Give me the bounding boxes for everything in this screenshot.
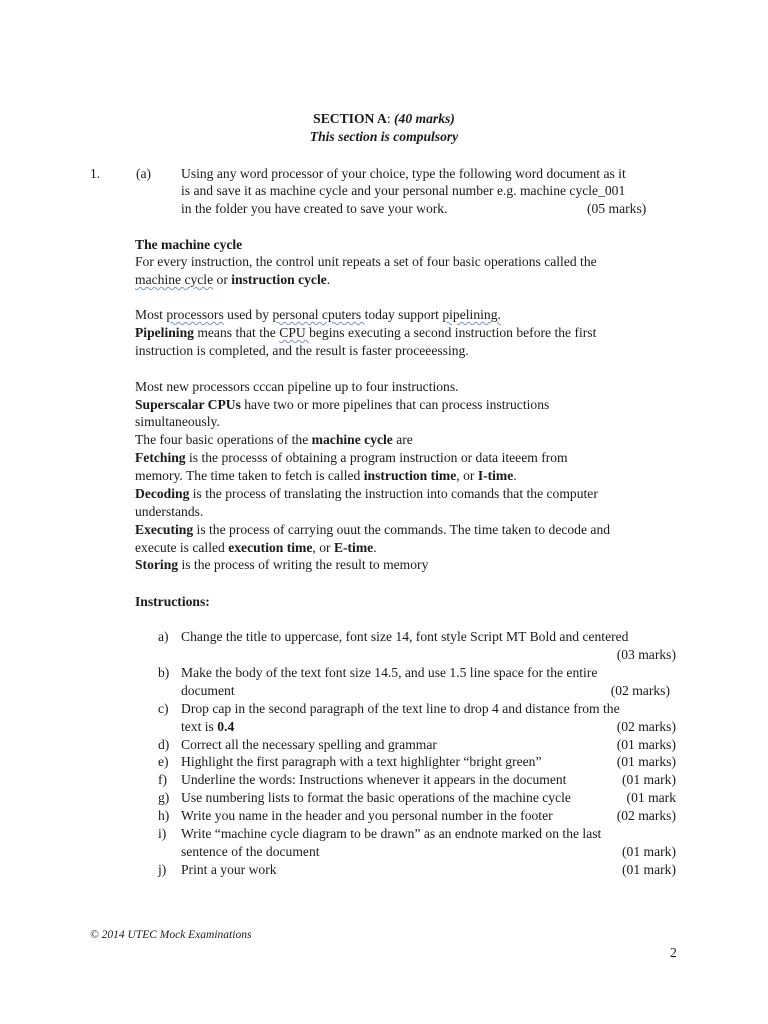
instruction-item — [0, 789, 680, 807]
instruction-bold: 0.4 — [217, 719, 235, 734]
doc-bold: instruction cycle — [231, 272, 327, 287]
doc-p9-line2 — [135, 539, 377, 557]
doc-p2 — [135, 306, 501, 324]
doc-text: Most — [135, 307, 167, 322]
section-note — [0, 128, 768, 146]
instruction-text: Write “machine cycle diagram to be drawn” as an endnote marked on the last — [181, 826, 602, 841]
doc-p7-line2 — [135, 467, 517, 485]
instruction-item-cont — [0, 843, 680, 861]
instruction-text: Underline the words: Instructions whenever it appears in the document — [181, 772, 567, 787]
doc-text: is the process of writing the result to memory — [178, 557, 429, 572]
instruction-text: Write you name in the header and you personal number in the footer — [181, 808, 553, 823]
doc-title-text: The machine cycle — [135, 237, 243, 252]
doc-p3-line2: instruction is completed, and the result is faster proceeessing. — [135, 343, 469, 358]
instruction-item — [0, 825, 680, 843]
doc-bold: I-time — [477, 468, 514, 483]
doc-text: have two or more pipelines that can process instructions — [240, 397, 550, 412]
question-part: (a) — [136, 166, 152, 181]
doc-text: , or — [312, 540, 334, 555]
question-line-2: is and save it as machine cycle and your personal number e.g. machine cycle_001 — [181, 183, 626, 198]
doc-bold: machine cycle — [311, 432, 393, 447]
doc-title — [135, 236, 242, 254]
section-note-text: This section is compulsory — [309, 129, 459, 144]
instruction-item — [0, 807, 680, 825]
doc-p4: Most new processors cccan pipeline up to four instructions. — [135, 379, 459, 394]
instruction-text: document — [181, 683, 235, 698]
doc-p5-line1 — [135, 396, 549, 414]
doc-bold: E-time — [333, 540, 374, 555]
instruction-item-cont — [0, 646, 680, 664]
instruction-label: h) — [158, 808, 170, 823]
instruction-text: sentence of the document — [181, 844, 320, 859]
instructions-heading — [135, 593, 210, 611]
doc-p3-line1 — [135, 324, 596, 342]
instruction-item — [0, 771, 680, 789]
instruction-text: text is — [181, 719, 218, 734]
doc-p9-line1 — [135, 521, 610, 539]
doc-p10 — [135, 556, 428, 574]
doc-p8-line1 — [135, 485, 598, 503]
doc-bold: Decoding — [135, 486, 190, 501]
question-number: 1. — [90, 166, 101, 181]
instruction-label: b) — [158, 665, 170, 680]
instruction-marks: (03 marks) — [616, 647, 676, 662]
instruction-label: f) — [158, 772, 168, 787]
instruction-marks: (02 marks) — [616, 719, 676, 734]
instruction-item — [0, 628, 680, 646]
page-number: 2 — [670, 945, 677, 960]
instruction-label: e) — [158, 754, 169, 769]
doc-text: . — [326, 272, 331, 287]
instruction-label: c) — [158, 701, 169, 716]
instruction-label: g) — [158, 790, 170, 805]
question-line-3: in the folder you have created to save your work. — [181, 201, 448, 216]
doc-p1-line2 — [135, 271, 330, 289]
doc-bold: Storing — [135, 557, 179, 572]
question-marks: (05 marks) — [587, 201, 647, 216]
doc-text: , or — [456, 468, 478, 483]
section-separator: : — [386, 111, 395, 126]
instruction-marks: (01 mark — [626, 790, 676, 805]
doc-text: or — [213, 272, 232, 287]
section-heading — [0, 110, 768, 128]
instruction-marks: (01 mark) — [622, 862, 676, 877]
instruction-item-cont — [0, 682, 680, 700]
doc-text: is the processs of obtaining a program instruction or data iteeem from — [185, 450, 568, 465]
doc-p6 — [135, 431, 413, 449]
instruction-marks: (02 marks) — [616, 808, 676, 823]
doc-bold: Pipelining — [135, 325, 194, 340]
doc-text: memory. The time taken to fetch is called — [135, 468, 364, 483]
doc-text: is the process of carrying ouut the commands. The time taken to decode and — [193, 522, 611, 537]
doc-text: . — [373, 540, 377, 555]
doc-text: are — [392, 432, 413, 447]
doc-text: means that the — [193, 325, 280, 340]
doc-text: execute is called — [135, 540, 229, 555]
instruction-text: Make the body of the text font size 14.5, and use 1.5 line space for the entire — [181, 665, 598, 680]
instruction-item — [0, 736, 680, 754]
instruction-text: Change the title to uppercase, font size 14, font style Script MT Bold and centered — [181, 629, 629, 644]
doc-bold: Fetching — [135, 450, 186, 465]
doc-p1-line1: For every instruction, the control unit repeats a set of four basic operations called the — [135, 254, 597, 269]
doc-p5-line2: simultaneously. — [135, 414, 220, 429]
section-marks: (40 marks) — [394, 111, 455, 126]
doc-bold: instruction time — [363, 468, 457, 483]
instruction-item — [0, 753, 680, 771]
doc-bold: Executing — [135, 522, 194, 537]
instruction-item — [0, 700, 680, 718]
doc-text: used by — [223, 307, 273, 322]
squiggle-word: machine cycle — [135, 272, 214, 287]
question-line-1: Using any word processor of your choice, type the following word document as it — [181, 166, 626, 181]
doc-p7-line1 — [135, 449, 568, 467]
instruction-label: j) — [158, 862, 167, 877]
squiggle-word: processors — [166, 307, 224, 322]
instructions-heading-text: Instructions: — [135, 594, 210, 609]
squiggle-word: personal cputers — [272, 307, 365, 322]
instruction-marks: (01 mark) — [622, 772, 676, 787]
doc-text: today support — [364, 307, 443, 322]
doc-p8-line2: understands. — [135, 504, 204, 519]
instruction-marks: (01 marks) — [616, 737, 676, 752]
doc-bold: Superscalar CPUs — [135, 397, 241, 412]
squiggle-word: pipelining. — [442, 307, 501, 322]
footer-copyright: © 2014 UTEC Mock Examinations — [90, 929, 252, 941]
doc-text: is the process of translating the instruction into comands that the computer — [189, 486, 598, 501]
doc-text: begins executing a second instruction before the first — [309, 325, 597, 340]
instruction-label: i) — [158, 826, 167, 841]
instruction-item-cont — [0, 718, 680, 736]
instruction-text: Use numbering lists to format the basic operations of the machine cycle — [181, 790, 571, 805]
instruction-marks: (01 mark) — [622, 844, 676, 859]
instruction-text: Drop cap in the second paragraph of the text line to drop 4 and distance from the — [181, 701, 620, 716]
doc-bold: execution time — [228, 540, 313, 555]
instruction-text: Print a your work — [181, 862, 277, 877]
section-title: SECTION A — [313, 111, 387, 126]
instruction-text: Correct all the necessary spelling and grammar — [181, 737, 437, 752]
instruction-marks: (01 marks) — [616, 754, 676, 769]
instruction-label: d) — [158, 737, 170, 752]
instruction-item — [0, 664, 680, 682]
doc-text: . — [513, 468, 517, 483]
instruction-item — [0, 861, 680, 879]
doc-text: The four basic operations of the — [135, 432, 312, 447]
instruction-text: Highlight the first paragraph with a text highlighter “bright green” — [181, 754, 542, 769]
instruction-marks: (02 marks) — [610, 683, 670, 698]
squiggle-word: CPU — [279, 325, 310, 340]
instruction-label: a) — [158, 629, 169, 644]
